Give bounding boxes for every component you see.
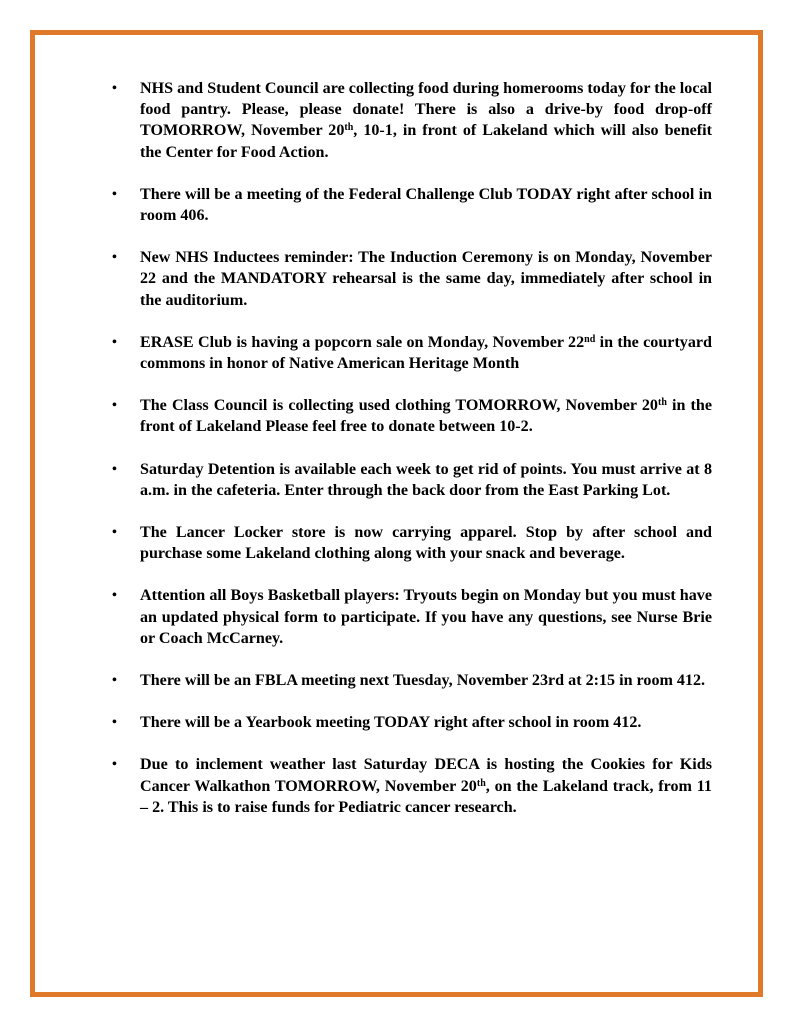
announcement-text: NHS and Student Council are collecting food during homerooms today for the local food pantry. Please, please donate! There is also a drive-by food drop-off TOMORROW, November 20: [140, 80, 712, 140]
announcement-text: Due to inclement weather last Saturday DECA is hosting the Cookies for Kids Cancer Walkathon TOMORROW, November 20: [140, 756, 712, 795]
announcement-text-cont: , 10-1, in front of Lakeland which will also benefit the Center for Food Action.: [140, 122, 712, 161]
ordinal-suffix: th: [344, 122, 354, 134]
announcement-text: There will be a meeting of the Federal Challenge Club TODAY right after school in room 406.: [140, 185, 712, 225]
announcement-text: Saturday Detention is available each week to get rid of points. You must arrive at 8 a.m. in the cafeteria. Enter through the back door from the East Parking Lot.: [140, 460, 712, 499]
announcement-text: There will be an FBLA meeting next Tuesday, November 23rd at 2:15 in room 412.: [140, 672, 706, 690]
ordinal-suffix: th: [657, 397, 667, 409]
announcement-federal-challenge: [104, 184, 712, 226]
announcement-basketball-tryouts: [104, 585, 712, 649]
announcements-list: [104, 78, 712, 818]
bullet-icon: •: [112, 186, 117, 202]
announcement-text: The Class Council is collecting used clothing TOMORROW, November 20: [140, 397, 658, 415]
announcement-text: New NHS Inductees reminder: The Induction Ceremony is on Monday, November 22 and the MANDATORY rehearsal is the same day, immediately after school in the auditorium.: [140, 249, 712, 309]
announcement-saturday-detention: [104, 459, 712, 501]
announcement-food-drive: [104, 78, 712, 163]
ordinal-suffix: nd: [584, 333, 596, 345]
bullet-icon: •: [112, 398, 117, 414]
ordinal-suffix: th: [476, 777, 486, 789]
bullet-icon: •: [112, 334, 117, 350]
announcement-text: The Lancer Locker store is now carrying apparel. Stop by after school and purchase some Lakeland clothing along with your snack and beverage.: [140, 524, 712, 563]
bullet-icon: •: [112, 250, 117, 266]
announcement-text: There will be a Yearbook meeting TODAY right after school in room 412.: [140, 714, 642, 732]
announcement-yearbook-meeting: [104, 712, 712, 733]
announcement-fbla-meeting: [104, 670, 712, 691]
announcement-erase-popcorn: [104, 332, 712, 374]
announcement-clothing-drive: [104, 395, 712, 437]
bullet-icon: •: [112, 673, 117, 689]
announcement-nhs-induction: [104, 247, 712, 311]
announcement-text-cont: , on the Lakeland track, from 11 – 2. This is to raise funds for Pediatric cancer research.: [140, 777, 712, 816]
bullet-icon: •: [112, 715, 117, 731]
announcement-deca-walkathon: [104, 754, 712, 818]
bullet-icon: •: [112, 81, 117, 96]
announcement-lancer-locker: [104, 522, 712, 564]
announcement-text-cont: in the courtyard commons in honor of Native American Heritage Month: [140, 333, 712, 373]
bullet-icon: •: [112, 757, 117, 773]
announcement-text-cont: in the front of Lakeland Please feel free to donate between 10-2.: [140, 397, 712, 436]
announcement-text: Attention all Boys Basketball players: Tryouts begin on Monday but you must have an updated physical form to participate. If you have any questions, see Nurse Brie or Coach McCarney.: [140, 587, 712, 647]
announcement-text: ERASE Club is having a popcorn sale on Monday, November 22: [140, 333, 585, 351]
bullet-icon: •: [112, 525, 117, 541]
bullet-icon: •: [112, 461, 117, 477]
bullet-icon: •: [112, 588, 117, 604]
